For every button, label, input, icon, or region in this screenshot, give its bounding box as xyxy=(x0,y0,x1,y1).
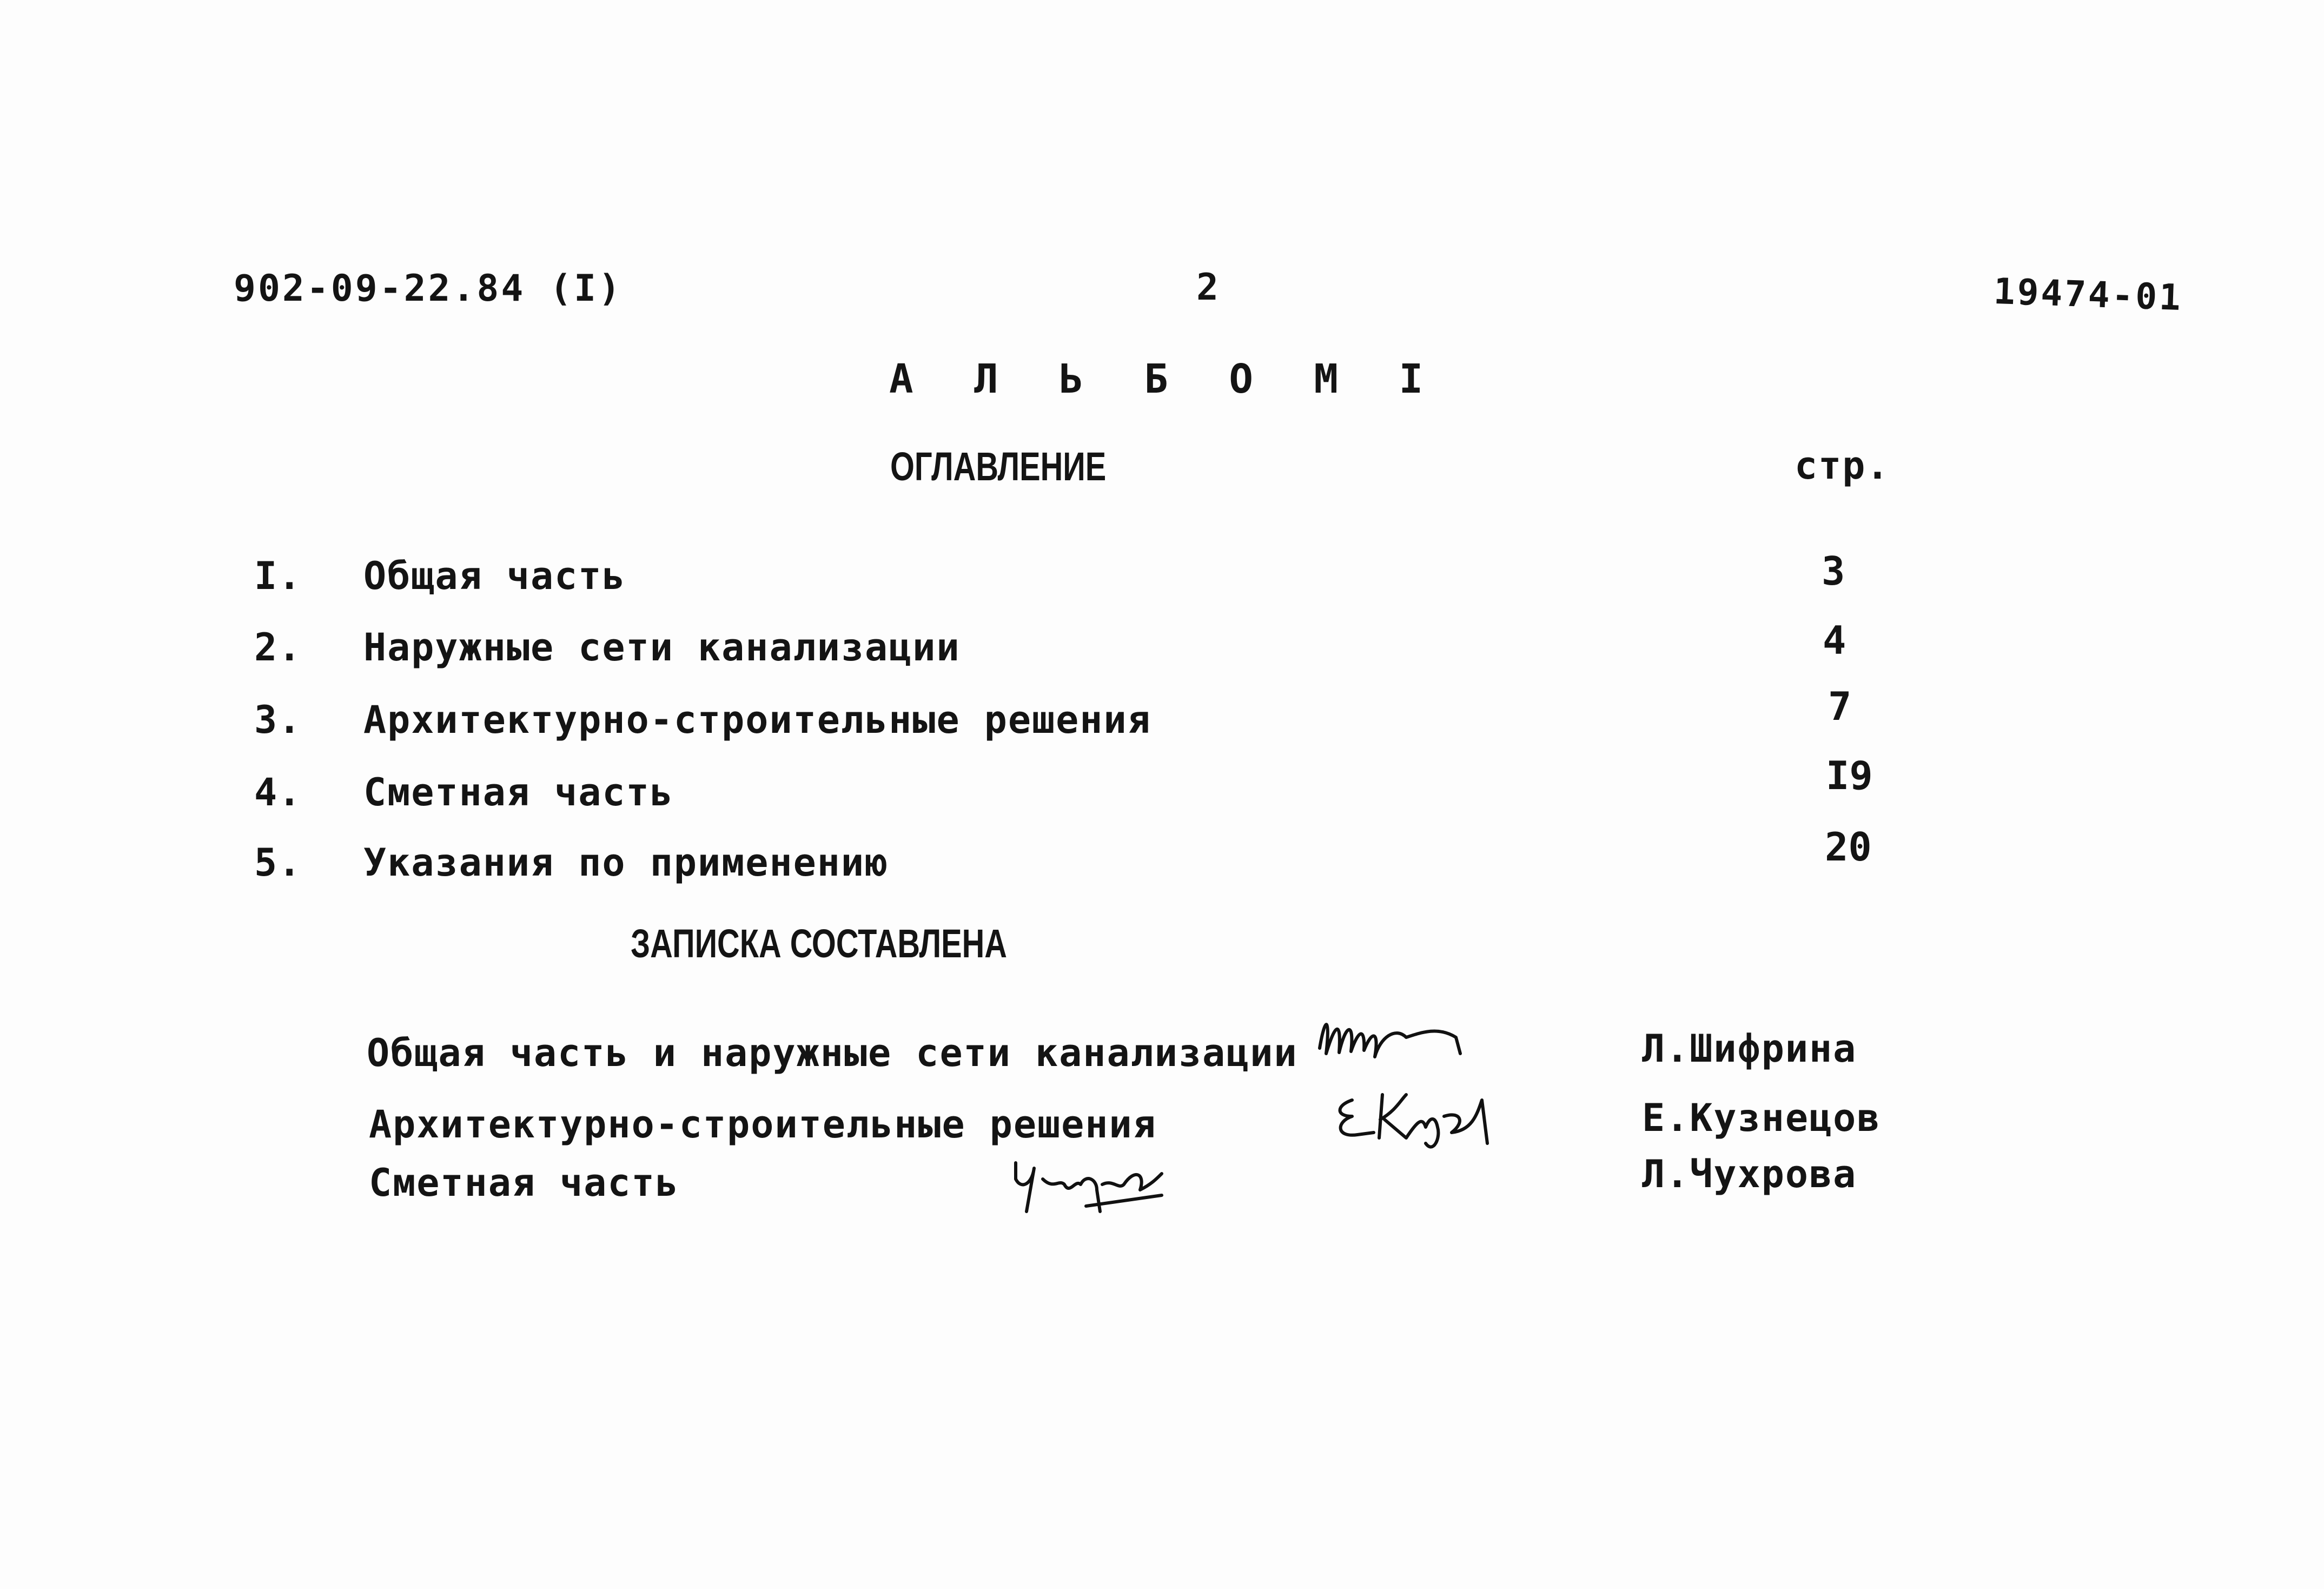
page-number: 2 xyxy=(1196,266,1221,309)
toc-heading: ОГЛАВЛЕНИЕ xyxy=(890,444,1107,489)
toc-item-number: 4. xyxy=(254,770,302,815)
author-name: Л.Шифрина xyxy=(1642,1027,1857,1071)
toc-item-page: 20 xyxy=(1825,824,1872,870)
signature-kuznetsov xyxy=(1330,1078,1493,1154)
album-title: А Л Ь Б О М I xyxy=(889,356,1442,402)
toc-page-column-label: стр. xyxy=(1795,443,1890,488)
toc-item-page: 4 xyxy=(1823,618,1846,663)
authors-heading: ЗАПИСКА СОСТАВЛЕНА xyxy=(631,921,1008,966)
toc-item-page: 3 xyxy=(1822,548,1845,594)
author-section: Архитектурно-строительные решения xyxy=(369,1102,1157,1147)
author-name: Л.Чухрова xyxy=(1642,1152,1857,1196)
toc-item-page: 7 xyxy=(1828,684,1852,729)
toc-item-number: 3. xyxy=(254,698,302,742)
toc-item-title: Сметная часть xyxy=(363,770,674,815)
toc-item-number: 2. xyxy=(254,625,302,670)
toc-item-title: Общая часть xyxy=(363,554,626,598)
toc-item-title: Наружные сети канализации xyxy=(363,625,961,670)
author-section: Общая часть и наружные сети канализации xyxy=(367,1031,1298,1075)
toc-item-page: I9 xyxy=(1826,753,1873,798)
toc-item-title: Архитектурно-строительные решения xyxy=(363,698,1151,742)
doc-code: 902-09-22.84 (I) xyxy=(234,267,623,310)
inventory-number: 19474-01 xyxy=(1992,270,2184,319)
author-name: Е.Кузнецов xyxy=(1642,1096,1881,1140)
author-section: Сметная часть xyxy=(369,1161,679,1205)
toc-item-title: Указания по применению xyxy=(363,840,889,885)
signature-chukhrova xyxy=(1005,1147,1167,1222)
toc-item-number: 5. xyxy=(254,840,302,885)
signature-shifrina xyxy=(1314,1005,1471,1075)
toc-item-number: I. xyxy=(254,554,302,598)
